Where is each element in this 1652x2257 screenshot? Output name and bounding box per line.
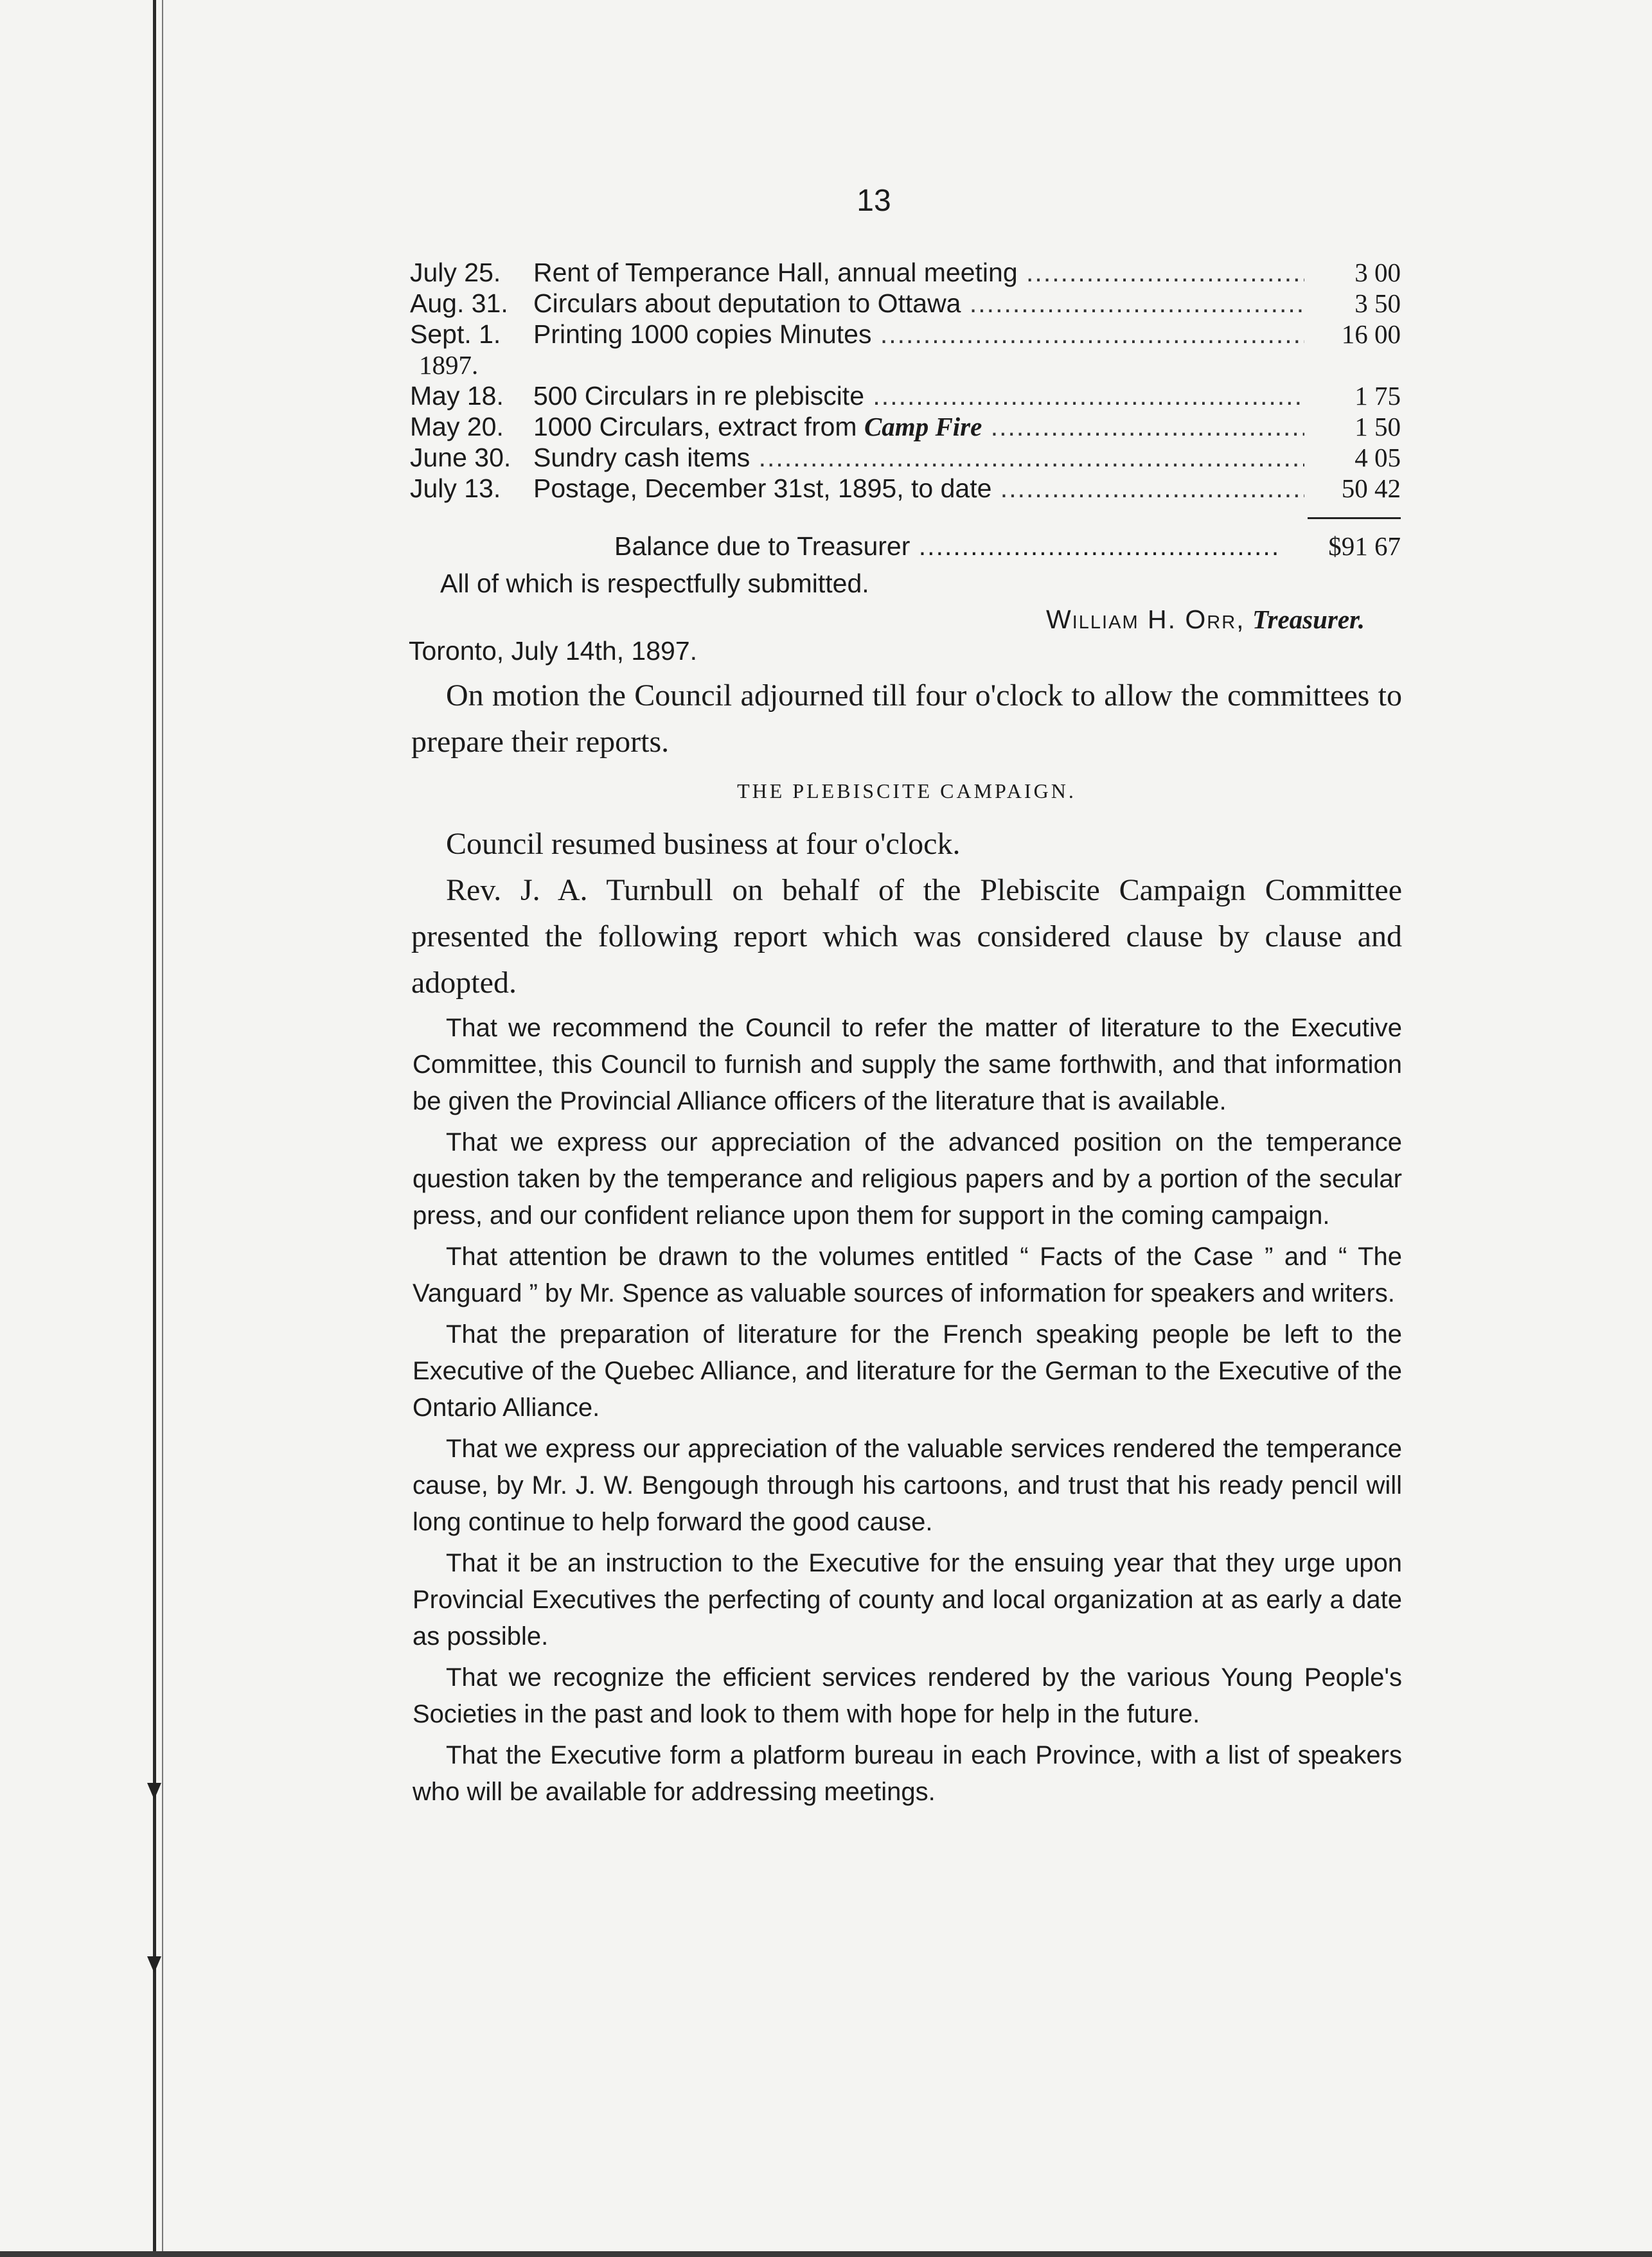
ledger-year: 1897. <box>419 350 479 380</box>
adjourn-paragraph <box>411 673 1402 765</box>
page-number: 13 <box>857 184 891 218</box>
ledger-description: 500 Circulars in re plebiscite ..... <box>533 380 1304 411</box>
ledger-row <box>410 411 1401 442</box>
ledger-row <box>410 257 1401 288</box>
resolution-paragraph: That we express our appreciation of the valuable services rendered the temperance cause, by Mr. J. W. Bengough through his cartoons, and trust that his ready pencil will long continue to help forward the good cause. <box>413 1435 1402 1536</box>
resolution-paragraph: That the preparation of literature for the French speaking people be left to the Executive of the Quebec Alliance, and literature for the German to the Executive of the Ontario Alliance. <box>413 1320 1402 1422</box>
scan-bottom-edge <box>0 2251 1652 2257</box>
ledger-amount: 16 00 <box>1341 319 1401 349</box>
place-date-line: Toronto, July 14th, 1897. <box>409 636 698 666</box>
ledger-description <box>533 411 1304 442</box>
ledger-description: Sundry cash items ..... <box>533 442 1304 473</box>
ledger-row <box>410 319 1401 350</box>
resumed-text: Council resumed business at four o'clock. <box>446 827 961 861</box>
ledger-date: June 30. <box>410 443 511 472</box>
signature-title: Treasurer. <box>1252 605 1365 634</box>
adjourn-text: On motion the Council adjourned till four o'clock to allow the committees to prepare their reports. <box>411 678 1402 759</box>
ledger-row <box>410 473 1401 504</box>
resumed-paragraph <box>411 821 1402 867</box>
ledger-description-text: 1000 Circulars, extract from <box>533 412 864 441</box>
presented-paragraph <box>411 867 1402 1006</box>
ledger-description: Printing 1000 copies Minutes ..... <box>533 319 1304 350</box>
balance-row <box>614 530 1401 562</box>
resolution-paragraph: That we recommend the Council to refer the matter of literature to the Executive Committee, this Council to furnish and supply the same forthwith, and that information be given the Provincial Alliance officers of the literature that is available. <box>413 1014 1402 1115</box>
total-rule <box>1308 517 1401 519</box>
ledger-row <box>410 442 1401 473</box>
binding-edge-shadow <box>162 0 163 2257</box>
binding-edge <box>153 0 156 2257</box>
binding-mark-2 <box>147 1956 161 1973</box>
ledger-description: Rent of Temperance Hall, annual meeting ..... <box>533 257 1304 288</box>
ledger-date: May 18. <box>410 381 504 411</box>
balance-value: $91 67 <box>1328 531 1401 561</box>
ledger-row <box>410 288 1401 319</box>
presented-text: Rev. J. A. Turnbull on behalf of the Plebiscite Campaign Committee presented the following report which was considered clause by clause and adopted. <box>411 873 1402 1000</box>
resolution-paragraph: That attention be drawn to the volumes entitled “ Facts of the Case ” and “ The Vanguard ” by Mr. Spence as valuable sources of information for speakers and writers. <box>413 1243 1402 1307</box>
resolutions-list <box>413 1010 1402 1815</box>
ledger-amount: 3 50 <box>1354 288 1401 318</box>
section-heading: THE PLEBISCITE CAMPAIGN. <box>737 779 1076 802</box>
ledger-amount: 1 50 <box>1354 412 1401 441</box>
ledger-description: Circulars about deputation to Ottawa ..... <box>533 288 1304 319</box>
ledger-date: Sept. 1. <box>410 319 501 349</box>
submitted-line: All of which is respectfully submitted. <box>440 569 869 598</box>
ledger-row <box>410 380 1401 411</box>
ledger-table <box>410 257 1401 504</box>
ledger-amount: 3 00 <box>1354 258 1401 287</box>
ledger-description-italic: Camp Fire <box>864 412 982 441</box>
resolution-paragraph: That it be an instruction to the Executive for the ensuing year that they urge upon Provincial Executives the perfecting of county and local organization at as early a date as possible. <box>413 1549 1402 1651</box>
ledger-date: July 25. <box>410 258 501 287</box>
resolution-paragraph: That we express our appreciation of the advanced position on the temperance question taken by the temperance and religious papers and by a portion of the secular press, and our confident reliance upon them for support in the coming campaign. <box>413 1128 1402 1230</box>
ledger-date: July 13. <box>410 474 501 503</box>
ledger-amount: 4 05 <box>1354 443 1401 472</box>
ledger-description: Postage, December 31st, 1895, to date ..... <box>533 473 1304 504</box>
binding-mark-1 <box>147 1783 161 1800</box>
ledger-amount: 1 75 <box>1354 381 1401 411</box>
ledger-amount: 50 42 <box>1341 474 1401 503</box>
ledger-date: May 20. <box>410 412 504 441</box>
balance-label: Balance due to Treasurer ..... <box>614 530 1279 562</box>
resolution-paragraph: That we recognize the efficient services rendered by the various Young People's Societies in the past and look to them with hope for help in the future. <box>413 1663 1402 1728</box>
signature-name: William H. Orr, <box>1046 605 1245 634</box>
resolution-paragraph: That the Executive form a platform bureau in each Province, with a list of speakers who will be available for addressing meetings. <box>413 1741 1402 1806</box>
ledger-date: Aug. 31. <box>410 288 508 318</box>
signature <box>1046 604 1365 635</box>
